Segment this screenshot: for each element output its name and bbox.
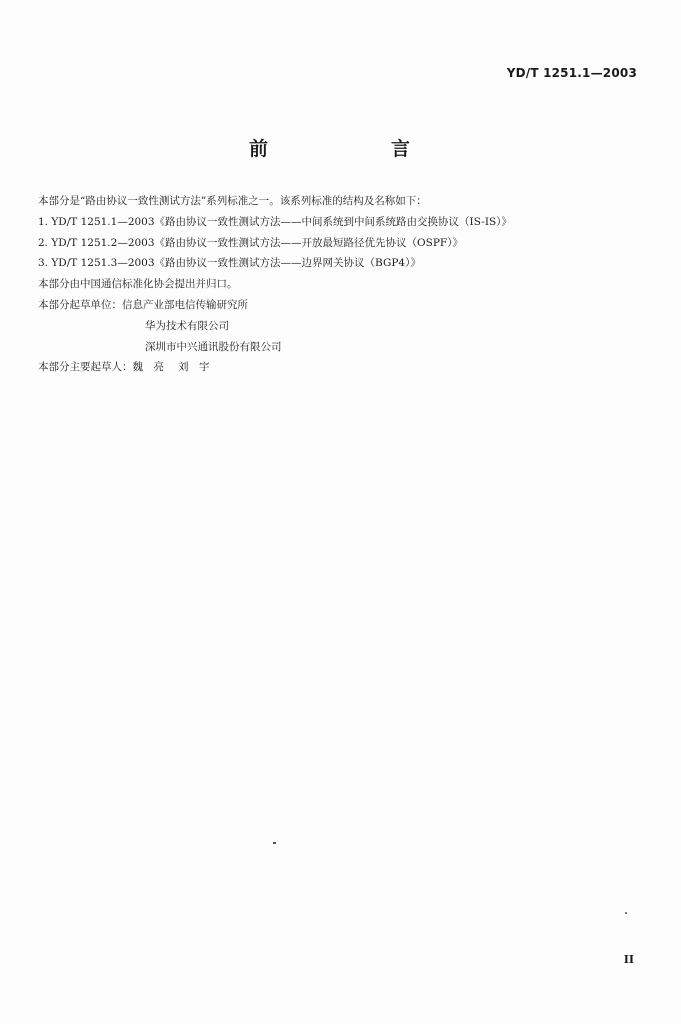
scan-speck [273,842,276,844]
page-number: II [623,953,634,966]
standard-code: YD/T 1251.1—2003 [506,66,637,80]
series-item-1: 1. YD/T 1251.1—2003《路由协议一致性测试方法——中间系统到中间系统路由交换协议（IS-IS）》 [38,215,512,228]
intro-paragraph: 本部分是“路由协议一致性测试方法”系列标准之一。该系列标准的结构及名称如下： [38,195,427,207]
page-title: 前 言 [248,138,462,160]
scan-speck [625,912,627,914]
drafting-unit-2: 华为技术有限公司 [145,319,229,332]
drafter-2: 刘 宇 [178,361,210,374]
drafters-label: 本部分主要起草人： [38,361,133,374]
drafting-units-line [38,295,648,316]
foreword-body [38,191,648,378]
drafter-1: 魏 亮 [132,361,164,374]
proposer-paragraph: 本部分由中国通信标准化协会提出并归口。 [38,278,238,291]
drafters-line [38,357,648,378]
drafting-units-label: 本部分起草单位： [38,298,122,311]
series-item-2: 2. YD/T 1251.2—2003《路由协议一致性测试方法——开放最短路径优先协议（OSPF）》 [38,236,463,249]
drafting-unit-3: 深圳市中兴通讯股份有限公司 [145,340,282,353]
series-item-3: 3. YD/T 1251.3—2003《路由协议一致性测试方法——边界网关协议（BGP4）》 [38,257,421,270]
drafting-unit-1: 信息产业部电信传输研究所 [122,298,248,311]
